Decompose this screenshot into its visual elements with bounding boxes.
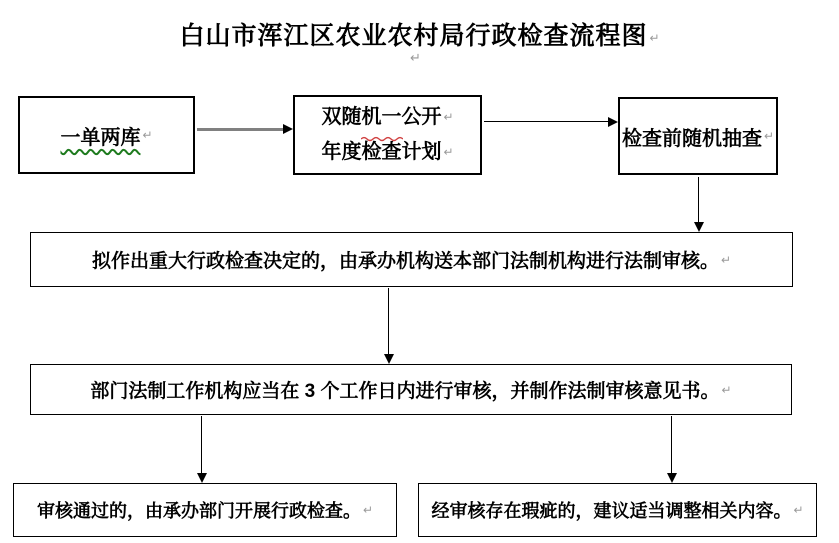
paragraph-return-mark: ↵ bbox=[443, 145, 454, 159]
dual-random-line2-text: 年度检查计划 bbox=[321, 141, 442, 163]
page-title-text: 白山市浑江区农业农村局行政检查流程图 bbox=[179, 22, 648, 50]
legal-review-label: 拟作出重大行政检查决定的，由承办机构送本部门法制机构进行法制审核。 bbox=[91, 251, 719, 272]
paragraph-return-mark: ↵ bbox=[649, 31, 660, 45]
dual-random-line1-text: 双随机一公开 bbox=[321, 106, 442, 128]
paragraph-return-mark: ↵ bbox=[142, 128, 153, 142]
flow-box-one-list-two-db bbox=[18, 96, 195, 174]
arrowhead-down-icon bbox=[197, 473, 207, 483]
flow-box-pre-check-sampling bbox=[618, 97, 778, 175]
arrowhead-down-icon bbox=[667, 473, 677, 483]
arrowhead-right-icon bbox=[608, 117, 618, 127]
flow-box-review-flawed bbox=[418, 483, 817, 537]
paragraph-return-mark: ↵ bbox=[763, 129, 775, 143]
arrowhead-down-icon bbox=[384, 354, 394, 364]
empty-paragraph-return-mark: ↵ bbox=[410, 50, 421, 65]
arrowhead-down-icon bbox=[694, 222, 704, 232]
page-title bbox=[0, 16, 839, 52]
flow-box-review-passed bbox=[13, 483, 397, 537]
review-flawed-label: 经审核存在瑕疵的，建议适当调整相关内容。 bbox=[431, 501, 792, 521]
flow-box-one-list-two-db-label: 一单两库 bbox=[60, 126, 141, 149]
flow-box-legal-review bbox=[30, 232, 793, 287]
connector-sampling-to-legalreview bbox=[698, 177, 699, 223]
connector-onelist-to-dualrandom bbox=[197, 128, 283, 131]
pre-check-sampling-label: 检查前随机抽查 bbox=[621, 127, 762, 150]
paragraph-return-mark: ↵ bbox=[720, 252, 732, 267]
connector-deadline-to-flawed bbox=[671, 416, 672, 473]
connector-dualrandom-to-sampling bbox=[484, 121, 608, 122]
paragraph-return-mark: ↵ bbox=[793, 503, 804, 517]
connector-deadline-to-passed bbox=[201, 416, 202, 473]
paragraph-return-mark: ↵ bbox=[721, 382, 732, 397]
paragraph-return-mark: ↵ bbox=[443, 110, 454, 124]
arrowhead-right-icon bbox=[283, 124, 293, 134]
spellcheck-red-wavy-underline-icon bbox=[361, 136, 403, 142]
review-deadline-label: 部门法制工作机构应当在 3 个工作日内进行审核，并制作法制审核意见书。 bbox=[90, 381, 720, 402]
review-passed-label: 审核通过的，由承办部门开展行政检查。 bbox=[36, 501, 361, 521]
connector-legalreview-to-deadline bbox=[388, 288, 389, 354]
flow-box-dual-random-plan bbox=[293, 95, 482, 175]
flow-box-dual-random-line1 bbox=[321, 100, 453, 135]
paragraph-return-mark: ↵ bbox=[362, 503, 374, 517]
flow-box-review-deadline bbox=[30, 364, 792, 415]
